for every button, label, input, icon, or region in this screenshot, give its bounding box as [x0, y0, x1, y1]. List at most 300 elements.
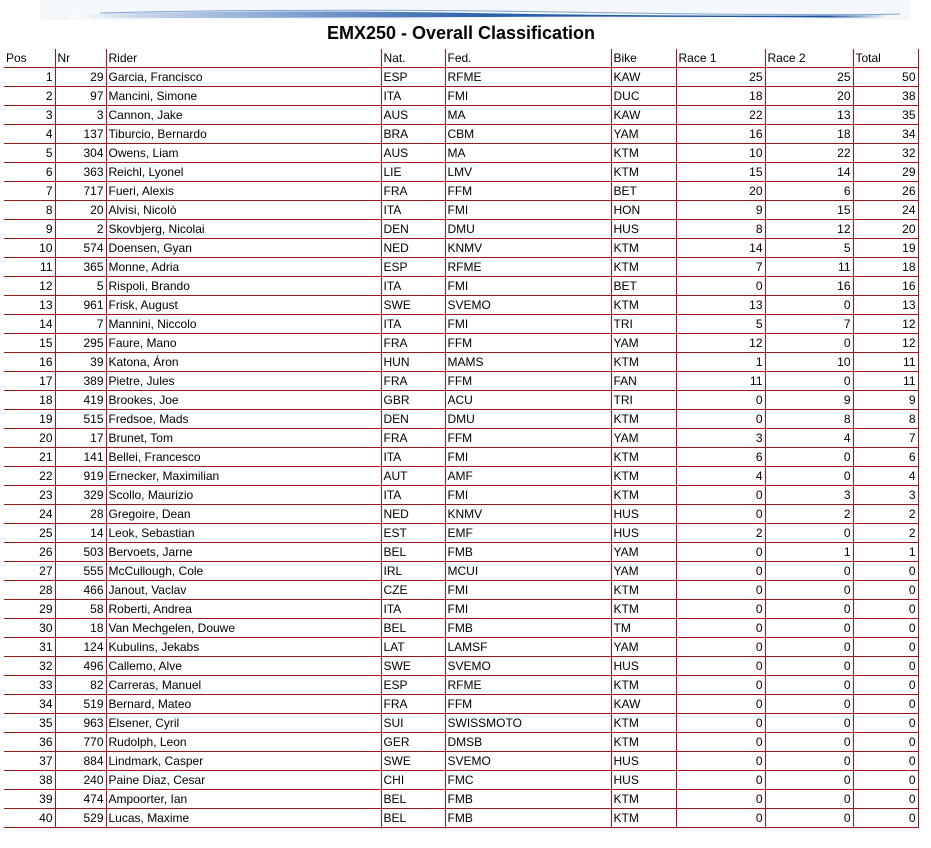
cell-race2: 8 [765, 410, 853, 429]
cell-bike: KTM [611, 714, 676, 733]
cell-nat: DEN [381, 220, 445, 239]
cell-fed: MA [445, 144, 611, 163]
cell-rider: Katona, Áron [106, 353, 381, 372]
cell-race1: 1 [676, 353, 765, 372]
table-row [4, 144, 918, 163]
cell-fed: FMI [445, 448, 611, 467]
cell-race2: 2 [765, 505, 853, 524]
cell-pos: 28 [4, 581, 55, 600]
cell-nat: ITA [381, 201, 445, 220]
cell-bike: HON [611, 201, 676, 220]
cell-rider: Roberti, Andrea [106, 600, 381, 619]
cell-bike: KTM [611, 258, 676, 277]
cell-race1: 0 [676, 505, 765, 524]
cell-race1: 7 [676, 258, 765, 277]
cell-race2: 12 [765, 220, 853, 239]
cell-total: 16 [853, 277, 918, 296]
cell-nat: ITA [381, 87, 445, 106]
cell-race1: 0 [676, 562, 765, 581]
cell-nat: DEN [381, 410, 445, 429]
cell-race2: 25 [765, 68, 853, 87]
cell-nr: 17 [55, 429, 106, 448]
cell-race2: 0 [765, 638, 853, 657]
cell-total: 6 [853, 448, 918, 467]
cell-race1: 0 [676, 410, 765, 429]
cell-nr: 82 [55, 676, 106, 695]
cell-nr: 18 [55, 619, 106, 638]
cell-pos: 6 [4, 163, 55, 182]
cell-fed: SVEMO [445, 657, 611, 676]
cell-total: 0 [853, 581, 918, 600]
cell-rider: Tiburcio, Bernardo [106, 125, 381, 144]
cell-total: 2 [853, 524, 918, 543]
cell-fed: LAMSF [445, 638, 611, 657]
cell-nr: 503 [55, 543, 106, 562]
cell-rider: Reichl, Lyonel [106, 163, 381, 182]
table-body [4, 68, 918, 828]
cell-total: 32 [853, 144, 918, 163]
cell-nat: LIE [381, 163, 445, 182]
cell-total: 9 [853, 391, 918, 410]
cell-rider: Callemo, Alve [106, 657, 381, 676]
table-row [4, 353, 918, 372]
table-row [4, 695, 918, 714]
cell-nat: FRA [381, 372, 445, 391]
cell-rider: Bernard, Mateo [106, 695, 381, 714]
cell-total: 12 [853, 334, 918, 353]
cell-bike: KTM [611, 239, 676, 258]
cell-bike: DUC [611, 87, 676, 106]
cell-rider: Carreras, Manuel [106, 676, 381, 695]
cell-bike: YAM [611, 543, 676, 562]
cell-pos: 24 [4, 505, 55, 524]
cell-nat: NED [381, 505, 445, 524]
cell-race1: 0 [676, 543, 765, 562]
cell-race2: 0 [765, 619, 853, 638]
cell-fed: EMF [445, 524, 611, 543]
cell-rider: Rispoli, Brando [106, 277, 381, 296]
cell-total: 0 [853, 562, 918, 581]
table-row [4, 372, 918, 391]
table-row [4, 486, 918, 505]
cell-pos: 11 [4, 258, 55, 277]
cell-pos: 7 [4, 182, 55, 201]
table-row [4, 163, 918, 182]
table-row [4, 201, 918, 220]
cell-bike: TRI [611, 315, 676, 334]
cell-bike: KTM [611, 410, 676, 429]
column-header-nr: Nr [55, 49, 106, 68]
cell-rider: Paine Diaz, Cesar [106, 771, 381, 790]
cell-race1: 0 [676, 619, 765, 638]
cell-fed: FMB [445, 543, 611, 562]
cell-pos: 21 [4, 448, 55, 467]
cell-race1: 8 [676, 220, 765, 239]
cell-rider: Frisk, August [106, 296, 381, 315]
cell-race2: 0 [765, 771, 853, 790]
cell-pos: 10 [4, 239, 55, 258]
cell-total: 0 [853, 771, 918, 790]
cell-nr: 141 [55, 448, 106, 467]
table-header-row [4, 49, 918, 68]
cell-race2: 10 [765, 353, 853, 372]
cell-pos: 37 [4, 752, 55, 771]
cell-nat: ESP [381, 258, 445, 277]
table-row [4, 619, 918, 638]
cell-race2: 0 [765, 334, 853, 353]
cell-nr: 29 [55, 68, 106, 87]
cell-total: 7 [853, 429, 918, 448]
cell-rider: Skovbjerg, Nicolai [106, 220, 381, 239]
cell-race1: 12 [676, 334, 765, 353]
cell-bike: HUS [611, 657, 676, 676]
cell-bike: KTM [611, 467, 676, 486]
cell-race2: 1 [765, 543, 853, 562]
cell-nr: 496 [55, 657, 106, 676]
cell-total: 0 [853, 695, 918, 714]
cell-bike: FAN [611, 372, 676, 391]
cell-nr: 961 [55, 296, 106, 315]
cell-total: 19 [853, 239, 918, 258]
cell-race1: 0 [676, 714, 765, 733]
table-row [4, 733, 918, 752]
cell-pos: 32 [4, 657, 55, 676]
cell-nat: SWE [381, 752, 445, 771]
cell-rider: Janout, Vaclav [106, 581, 381, 600]
cell-race1: 9 [676, 201, 765, 220]
cell-nr: 2 [55, 220, 106, 239]
cell-nat: FRA [381, 334, 445, 353]
cell-race1: 0 [676, 277, 765, 296]
cell-nat: BEL [381, 809, 445, 828]
cell-race2: 11 [765, 258, 853, 277]
cell-total: 0 [853, 600, 918, 619]
cell-bike: KTM [611, 790, 676, 809]
cell-pos: 22 [4, 467, 55, 486]
cell-total: 0 [853, 733, 918, 752]
cell-race2: 6 [765, 182, 853, 201]
cell-pos: 31 [4, 638, 55, 657]
cell-pos: 9 [4, 220, 55, 239]
cell-fed: MAMS [445, 353, 611, 372]
table-row [4, 562, 918, 581]
cell-nr: 240 [55, 771, 106, 790]
table-row [4, 448, 918, 467]
table-row [4, 239, 918, 258]
table-row [4, 467, 918, 486]
cell-race1: 22 [676, 106, 765, 125]
cell-bike: KTM [611, 144, 676, 163]
table-row [4, 277, 918, 296]
cell-nat: GBR [381, 391, 445, 410]
cell-fed: LMV [445, 163, 611, 182]
cell-race2: 0 [765, 714, 853, 733]
cell-race1: 4 [676, 467, 765, 486]
cell-total: 0 [853, 714, 918, 733]
cell-bike: YAM [611, 334, 676, 353]
cell-fed: ACU [445, 391, 611, 410]
cell-total: 0 [853, 619, 918, 638]
cell-nat: CZE [381, 581, 445, 600]
column-header-race2: Race 2 [765, 49, 853, 68]
cell-fed: RFME [445, 258, 611, 277]
cell-pos: 36 [4, 733, 55, 752]
cell-race2: 22 [765, 144, 853, 163]
cell-race1: 0 [676, 391, 765, 410]
cell-fed: DMSB [445, 733, 611, 752]
column-header-total: Total [853, 49, 918, 68]
cell-nr: 574 [55, 239, 106, 258]
cell-rider: Elsener, Cyril [106, 714, 381, 733]
table-row [4, 714, 918, 733]
column-header-nat: Nat. [381, 49, 445, 68]
cell-rider: Bervoets, Jarne [106, 543, 381, 562]
cell-nat: LAT [381, 638, 445, 657]
cell-rider: Scollo, Maurizio [106, 486, 381, 505]
cell-nr: 295 [55, 334, 106, 353]
cell-bike: KTM [611, 163, 676, 182]
cell-nat: ESP [381, 676, 445, 695]
cell-fed: DMU [445, 410, 611, 429]
cell-fed: AMF [445, 467, 611, 486]
table-row [4, 638, 918, 657]
cell-nat: FRA [381, 429, 445, 448]
cell-total: 0 [853, 752, 918, 771]
cell-race1: 0 [676, 638, 765, 657]
header-banner [40, 0, 910, 20]
cell-total: 13 [853, 296, 918, 315]
cell-bike: KTM [611, 448, 676, 467]
cell-race2: 0 [765, 657, 853, 676]
cell-nat: BEL [381, 790, 445, 809]
cell-fed: FMI [445, 315, 611, 334]
table-row [4, 125, 918, 144]
table-row [4, 106, 918, 125]
table-row [4, 790, 918, 809]
table-row [4, 296, 918, 315]
cell-rider: Pietre, Jules [106, 372, 381, 391]
cell-race2: 15 [765, 201, 853, 220]
cell-rider: Owens, Liam [106, 144, 381, 163]
table-row [4, 258, 918, 277]
cell-bike: KTM [611, 809, 676, 828]
cell-bike: TRI [611, 391, 676, 410]
cell-fed: FMI [445, 201, 611, 220]
cell-rider: Mancini, Simone [106, 87, 381, 106]
cell-total: 2 [853, 505, 918, 524]
column-header-bike: Bike [611, 49, 676, 68]
cell-total: 3 [853, 486, 918, 505]
cell-nat: AUT [381, 467, 445, 486]
cell-rider: Ernecker, Maximilian [106, 467, 381, 486]
cell-race1: 5 [676, 315, 765, 334]
cell-fed: FMI [445, 87, 611, 106]
cell-bike: YAM [611, 562, 676, 581]
cell-race1: 20 [676, 182, 765, 201]
cell-pos: 23 [4, 486, 55, 505]
cell-pos: 20 [4, 429, 55, 448]
cell-race2: 0 [765, 600, 853, 619]
cell-bike: KTM [611, 486, 676, 505]
cell-rider: Rudolph, Leon [106, 733, 381, 752]
cell-pos: 40 [4, 809, 55, 828]
cell-nr: 770 [55, 733, 106, 752]
cell-bike: KTM [611, 353, 676, 372]
cell-pos: 12 [4, 277, 55, 296]
column-header-fed: Fed. [445, 49, 611, 68]
cell-race1: 25 [676, 68, 765, 87]
cell-race1: 6 [676, 448, 765, 467]
cell-rider: Leok, Sebastian [106, 524, 381, 543]
table-row [4, 543, 918, 562]
cell-fed: FMB [445, 790, 611, 809]
cell-nat: ESP [381, 68, 445, 87]
cell-total: 0 [853, 657, 918, 676]
cell-nr: 555 [55, 562, 106, 581]
cell-fed: SVEMO [445, 752, 611, 771]
cell-nr: 419 [55, 391, 106, 410]
cell-pos: 16 [4, 353, 55, 372]
cell-nr: 363 [55, 163, 106, 182]
cell-total: 1 [853, 543, 918, 562]
cell-nat: EST [381, 524, 445, 543]
cell-fed: FMI [445, 277, 611, 296]
cell-rider: Alvisi, Nicolò [106, 201, 381, 220]
cell-race1: 14 [676, 239, 765, 258]
cell-bike: YAM [611, 638, 676, 657]
cell-race2: 0 [765, 733, 853, 752]
cell-pos: 26 [4, 543, 55, 562]
column-header-rider: Rider [106, 49, 381, 68]
cell-total: 35 [853, 106, 918, 125]
cell-total: 18 [853, 258, 918, 277]
cell-rider: Fueri, Alexis [106, 182, 381, 201]
cell-rider: Monne, Adria [106, 258, 381, 277]
cell-nat: NED [381, 239, 445, 258]
cell-pos: 4 [4, 125, 55, 144]
cell-bike: BET [611, 182, 676, 201]
table-row [4, 600, 918, 619]
cell-fed: FMI [445, 486, 611, 505]
cell-nat: ITA [381, 315, 445, 334]
cell-total: 50 [853, 68, 918, 87]
cell-fed: FFM [445, 695, 611, 714]
cell-nr: 28 [55, 505, 106, 524]
cell-fed: MCUI [445, 562, 611, 581]
cell-fed: FFM [445, 429, 611, 448]
cell-nat: IRL [381, 562, 445, 581]
cell-race1: 0 [676, 790, 765, 809]
cell-nat: FRA [381, 695, 445, 714]
table-row [4, 505, 918, 524]
column-header-race1: Race 1 [676, 49, 765, 68]
cell-nat: AUS [381, 144, 445, 163]
cell-nr: 466 [55, 581, 106, 600]
cell-race2: 0 [765, 562, 853, 581]
cell-pos: 34 [4, 695, 55, 714]
cell-fed: SWISSMOTO [445, 714, 611, 733]
cell-race2: 3 [765, 486, 853, 505]
cell-nr: 474 [55, 790, 106, 809]
cell-race2: 4 [765, 429, 853, 448]
cell-rider: Ampoorter, Ian [106, 790, 381, 809]
cell-nat: AUS [381, 106, 445, 125]
cell-bike: YAM [611, 125, 676, 144]
cell-fed: DMU [445, 220, 611, 239]
table-row [4, 182, 918, 201]
cell-pos: 17 [4, 372, 55, 391]
cell-bike: KAW [611, 68, 676, 87]
cell-nat: SWE [381, 657, 445, 676]
cell-race1: 18 [676, 87, 765, 106]
cell-race1: 3 [676, 429, 765, 448]
cell-bike: KTM [611, 581, 676, 600]
classification-table [4, 49, 919, 828]
cell-fed: FFM [445, 334, 611, 353]
cell-race2: 5 [765, 239, 853, 258]
cell-total: 11 [853, 372, 918, 391]
cell-race2: 0 [765, 467, 853, 486]
cell-race2: 7 [765, 315, 853, 334]
table-row [4, 391, 918, 410]
cell-race1: 0 [676, 695, 765, 714]
cell-rider: Faure, Mano [106, 334, 381, 353]
cell-race2: 14 [765, 163, 853, 182]
cell-fed: FMB [445, 809, 611, 828]
cell-rider: Lucas, Maxime [106, 809, 381, 828]
cell-fed: MA [445, 106, 611, 125]
table-row [4, 334, 918, 353]
cell-fed: SVEMO [445, 296, 611, 315]
cell-race2: 0 [765, 448, 853, 467]
cell-pos: 1 [4, 68, 55, 87]
cell-rider: Garcia, Francisco [106, 68, 381, 87]
table-row [4, 809, 918, 828]
cell-total: 24 [853, 201, 918, 220]
cell-bike: KTM [611, 733, 676, 752]
cell-nr: 3 [55, 106, 106, 125]
cell-pos: 29 [4, 600, 55, 619]
cell-pos: 39 [4, 790, 55, 809]
cell-race2: 0 [765, 372, 853, 391]
cell-bike: HUS [611, 771, 676, 790]
cell-total: 8 [853, 410, 918, 429]
cell-nat: GER [381, 733, 445, 752]
cell-race2: 0 [765, 296, 853, 315]
table-row [4, 315, 918, 334]
cell-bike: HUS [611, 524, 676, 543]
cell-pos: 27 [4, 562, 55, 581]
table-row [4, 771, 918, 790]
cell-nr: 20 [55, 201, 106, 220]
cell-fed: FMB [445, 619, 611, 638]
cell-rider: Mannini, Niccolo [106, 315, 381, 334]
cell-race2: 13 [765, 106, 853, 125]
cell-pos: 8 [4, 201, 55, 220]
cell-race1: 0 [676, 581, 765, 600]
cell-bike: KAW [611, 106, 676, 125]
cell-nat: SWE [381, 296, 445, 315]
cell-race2: 0 [765, 524, 853, 543]
cell-rider: Bellei, Francesco [106, 448, 381, 467]
cell-fed: FMI [445, 600, 611, 619]
cell-race2: 0 [765, 790, 853, 809]
cell-total: 11 [853, 353, 918, 372]
cell-pos: 3 [4, 106, 55, 125]
cell-total: 20 [853, 220, 918, 239]
cell-nr: 58 [55, 600, 106, 619]
cell-bike: HUS [611, 752, 676, 771]
